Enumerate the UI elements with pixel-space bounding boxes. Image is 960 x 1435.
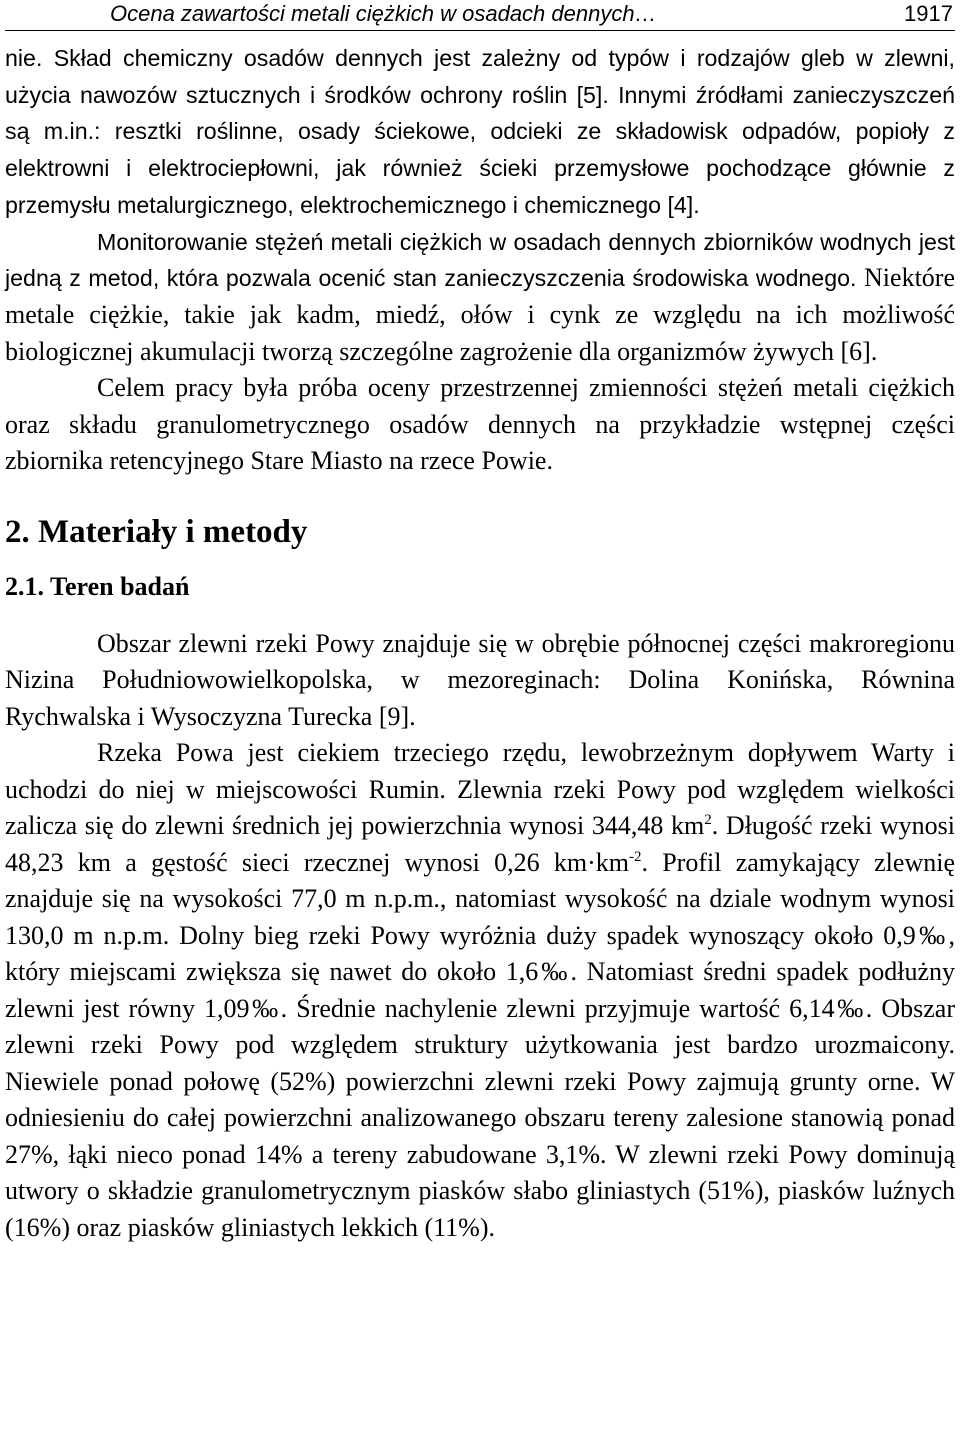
paragraph-intro-3: Celem pracy była próba oceny przestrzennej zmienności stężeń metali ciężkich oraz składu granulometrycznego osadów dennych na przykładzie wstępnej części zbiornika retencyjnego Stare Miasto na rzece Powie. [5,373,955,476]
subsection-heading: 2.1. Teren badań [5,571,190,601]
paragraph-intro-2-part-b: Niektóre metale ciężkie, takie jak kadm, miedź, ołów i cynk ze względu na ich możliwość biologicznej akumulacji tworzą szczególne zagrożenie dla organizmów żywych [6]. [5,263,955,366]
superscript-area-unit: 2 [704,812,712,829]
intro-text [5,40,955,370]
running-header-title: Ocena zawartości metali ciężkich w osadach dennych… [110,1,657,26]
section-heading: 2. Materiały i metody [5,513,308,550]
document-page [5,0,955,1246]
superscript-density-unit: -2 [628,848,642,865]
paragraph-body-1: Obszar zlewni rzeki Powy znajduje się w obrębie północnej części makroregionu Nizina Południowowielkopolska, w mezoreginach: Dolina Konińska, Równina Rychwalska i Wysoczyzna Turecka [9]. [5,628,955,731]
section-body [5,626,955,1247]
paragraph-body-2-part-b: . Długość rzeki wynosi 48,23 km a gęstość sieci rzecznej wynosi 0,26 km·km [5,811,955,877]
page-number: 1917 [904,1,953,26]
paragraph-body-2-part-c: . Profil zamykający zlewnię znajduje się na wysokości 77,0 m n.p.m., natomiast wysokość na dziale wodnym wynosi 130,0 m n.p.m. Dolny bieg rzeki Powy wyróżnia duży spadek wynoszący około 0,9‰, który miejscami zwiększa się nawet do około 1,6‰. Natomiast średni spadek podłużny zlewni jest równy 1,09‰. Średnie nachylenie zlewni przyjmuje wartość 6,14‰. Obszar zlewni rzeki Powy pod względem struktury użytkowania jest bardzo urozmaicony. Niewiele ponad połowę (52%) powierzchni zlewni rzeki Powy zajmują grunty orne. W odniesieniu do całej powierzchni analizowanego obszaru tereny zalesione stanowią ponad 27%, łąki nieco ponad 14% a tereny zabudowane 3,1%. W zlewni rzeki Powy dominują utwory o składzie granulometrycznym piasków słabo gliniastych (51%), piasków luźnych (16%) oraz piasków gliniastych lekkich (11%). [5,847,955,1242]
paragraph-intro-1: nie. Skład chemiczny osadów dennych jest zależny od typów i rodzajów gleb w zlewni, użycia nawozów sztucznych i środków ochrony roślin [5]. Innymi źródłami zanieczyszczeń są m.in.: resztki roślinne, osady ściekowe, odcieki ze składowisk odpadów, popioły z elektrowni i elektrociepłowni, jak również ścieki przemysłowe pochodzące głównie z przemysłu metalurgicznego, elektrochemicznego i chemicznego [4]. [5,45,955,218]
running-header [5,0,955,31]
paragraph-intro-2 [5,224,955,371]
paragraph-intro-2-part-a: Monitorowanie stężeń metali ciężkich w osadach dennych zbiorników wodnych jest jedną z metod, która pozwala ocenić stan zanieczyszczenia środowiska wodnego. [5,228,955,292]
intro-text-serif [5,370,955,480]
paragraph-body-2-part-a: Rzeka Powa jest ciekiem trzeciego rzędu, lewobrzeżnym dopływem Warty i uchodzi do niej w miejscowości Rumin. Zlewnia rzeki Powy pod względem wielkości zalicza się do zlewni średnich jej powierzchnia wynosi 344,48 km [5,738,955,841]
paragraph-body-2 [5,735,955,1246]
